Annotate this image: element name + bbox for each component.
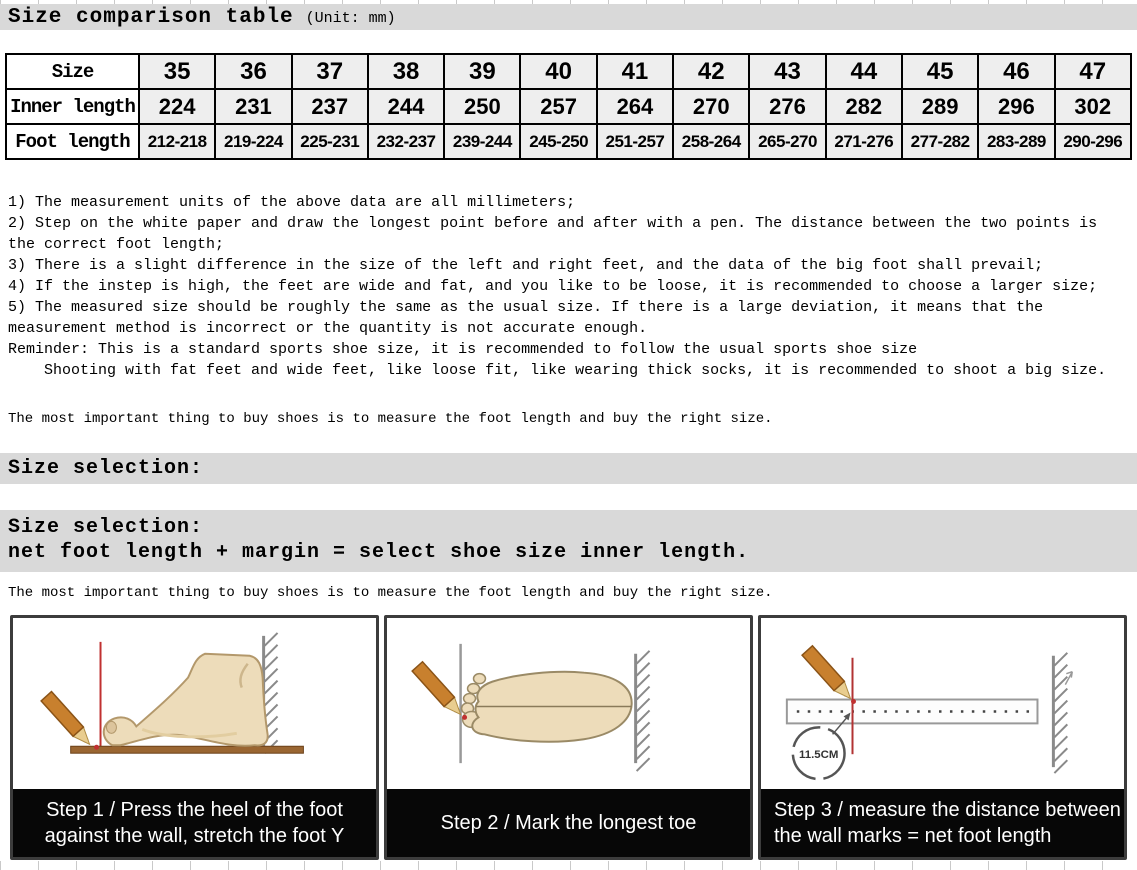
step2-caption	[387, 789, 750, 857]
inner-length-value: 302	[1055, 89, 1131, 124]
inner-length-value: 257	[520, 89, 596, 124]
inner-length-value: 282	[826, 89, 902, 124]
step3-panel	[758, 615, 1127, 860]
table-row-foot-length	[6, 124, 1131, 159]
step1-panel	[10, 615, 379, 860]
foot-length-value: 245-250	[520, 124, 596, 159]
page-title-unit: (Unit: mm)	[305, 10, 396, 27]
size-value: 37	[292, 54, 368, 89]
foot-length-value: 265-270	[749, 124, 825, 159]
row-header-size: Size	[6, 54, 139, 89]
size-value: 36	[215, 54, 291, 89]
inner-length-value: 270	[673, 89, 749, 124]
toenail	[106, 721, 116, 733]
note-4: 4) If the instep is high, the feet are wide and fat, and you like to be loose, it is recommended to choose a larger size;	[8, 278, 1098, 295]
inner-length-value: 231	[215, 89, 291, 124]
size-selection-heading-bar	[0, 453, 1137, 484]
step1-caption-line1: Step 1 / Press the heel of the foot	[46, 799, 343, 821]
size-value: 38	[368, 54, 444, 89]
table-row-size	[6, 54, 1131, 89]
size-value: 42	[673, 54, 749, 89]
floor-board	[71, 746, 304, 753]
size-value: 43	[749, 54, 825, 89]
pencil-icon	[802, 646, 856, 703]
inner-length-value: 289	[902, 89, 978, 124]
step3-caption-line1: Step 3 / measure the distance between	[774, 799, 1121, 821]
measure-tip-text-repeat: The most important thing to buy shoes is to measure the foot length and buy the right size.	[8, 585, 773, 601]
table-row-inner-length	[6, 89, 1131, 124]
step2-caption-line1: Step 2 / Mark the longest toe	[440, 812, 697, 834]
foot-length-value: 271-276	[826, 124, 902, 159]
size-comparison-table	[5, 53, 1132, 160]
foot-length-value: 258-264	[673, 124, 749, 159]
size-selection-block-title: Size selection:	[8, 516, 204, 539]
foot-length-value: 277-282	[902, 124, 978, 159]
spreadsheet-gridline-strip-bottom	[0, 861, 1137, 870]
note-1: 1) The measurement units of the above data are all millimeters;	[8, 194, 576, 211]
foot-length-value: 283-289	[978, 124, 1054, 159]
pencil-mark	[94, 745, 99, 750]
page-title: Size comparison table	[8, 6, 294, 29]
step3-caption	[761, 789, 1124, 857]
size-value: 46	[978, 54, 1054, 89]
inner-length-value: 264	[597, 89, 673, 124]
foot-length-value: 225-231	[292, 124, 368, 159]
ruler	[787, 700, 1038, 724]
size-value: 40	[520, 54, 596, 89]
pencil-icon	[41, 692, 95, 749]
step3-caption-line2: the wall marks = net foot length	[774, 825, 1052, 847]
wall-hatch-icon	[636, 651, 650, 771]
foot-length-value: 251-257	[597, 124, 673, 159]
step1-illustration	[13, 618, 376, 789]
inner-length-value: 296	[978, 89, 1054, 124]
foot-length-value: 239-244	[444, 124, 520, 159]
foot-side-view	[104, 654, 268, 746]
measure-tip-text: The most important thing to buy shoes is to measure the foot length and buy the right size.	[8, 411, 773, 427]
reminder-line: Reminder: This is a standard sports shoe size, it is recommended to follow the usual sports shoe size	[8, 341, 918, 358]
step2-panel	[384, 615, 753, 860]
foot-length-value: 232-237	[368, 124, 444, 159]
inner-length-value: 237	[292, 89, 368, 124]
measurement-notes	[8, 192, 1131, 381]
wall-hatch-icon	[1053, 653, 1067, 773]
size-value: 45	[902, 54, 978, 89]
pencil-mark	[851, 699, 856, 704]
size-selection-block	[0, 510, 1137, 572]
foot-length-value: 219-224	[215, 124, 291, 159]
size-value: 44	[826, 54, 902, 89]
size-value: 41	[597, 54, 673, 89]
size-value: 39	[444, 54, 520, 89]
step1-caption	[13, 789, 376, 857]
size-value: 47	[1055, 54, 1131, 89]
foot-length-value: 212-218	[139, 124, 215, 159]
measurement-steps-panels	[10, 615, 1127, 860]
step3-illustration	[761, 618, 1124, 789]
pencil-mark	[462, 715, 467, 720]
row-header-inner-length: Inner length	[6, 89, 139, 124]
reminder-line-2: Shooting with fat feet and wide feet, like loose fit, like wearing thick socks, it is recommended to shoot a big size.	[44, 362, 1107, 379]
inner-length-value: 244	[368, 89, 444, 124]
step1-caption-line2: against the wall, stretch the foot Y	[44, 825, 345, 847]
measurement-value: 11.5CM	[798, 749, 839, 762]
note-2: 2) Step on the white paper and draw the longest point before and after with a pen. The distance between the two points is the correct foot length;	[8, 215, 1098, 253]
foot-length-value: 290-296	[1055, 124, 1131, 159]
page-title-bar	[0, 4, 1137, 30]
step2-illustration	[387, 618, 750, 789]
size-selection-heading: Size selection:	[8, 457, 204, 480]
size-selection-formula: net foot length + margin = select shoe size inner length.	[8, 541, 750, 564]
size-value: 35	[139, 54, 215, 89]
note-5: 5) The measured size should be roughly the same as the usual size. If there is a large deviation, it means that the measurement method is incorrect or the quantity is not accurate enough.	[8, 299, 1044, 337]
pencil-icon	[412, 662, 466, 719]
inner-length-value: 250	[444, 89, 520, 124]
note-3: 3) There is a slight difference in the size of the left and right feet, and the data of the big foot shall prevail;	[8, 257, 1044, 274]
row-header-foot-length: Foot length	[6, 124, 139, 159]
inner-length-value: 276	[749, 89, 825, 124]
inner-length-value: 224	[139, 89, 215, 124]
